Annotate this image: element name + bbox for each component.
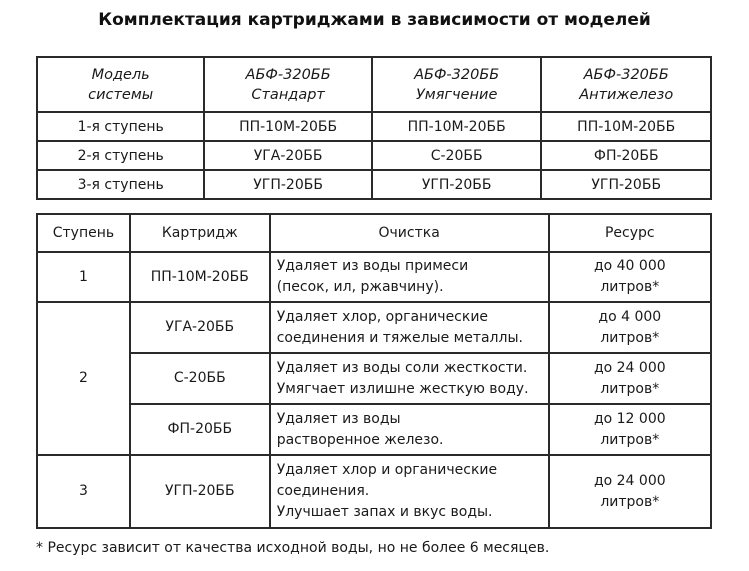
cleaning-line: соединения и тяжелые металлы. <box>276 329 523 346</box>
table-row <box>37 404 711 455</box>
resource-cell <box>549 353 711 404</box>
header-cell-resource: Ресурс <box>549 214 711 252</box>
resource-unit: литров* <box>600 279 660 295</box>
table-row <box>37 112 711 141</box>
header-line: Умягчение <box>415 86 498 103</box>
header-line: АБФ-320ББ <box>245 66 331 83</box>
models-table-header <box>37 57 711 112</box>
cartridge-cell: С-20ББ <box>130 353 270 404</box>
stage-cell: 2-я ступень <box>37 141 204 170</box>
table-row <box>37 302 711 353</box>
models-table <box>36 56 712 200</box>
cartridge-cell: ФП-20ББ <box>541 141 711 170</box>
resource-amount: до 4 000 <box>598 308 662 325</box>
resource-amount: до 24 000 <box>593 472 666 489</box>
cleaning-line: Удаляет из воды соли жесткости. <box>276 359 528 376</box>
header-line: АБФ-320ББ <box>583 66 669 83</box>
header-cell-cartridge: Картридж <box>130 214 270 252</box>
stage-cell: 3 <box>37 455 130 528</box>
cartridge-cell: УГА-20ББ <box>130 302 270 353</box>
stage-cell: 1 <box>37 252 130 302</box>
cleaning-line: Умягчает излишне жесткую воду. <box>276 380 529 397</box>
table-row <box>37 252 711 302</box>
cleaning-line: Удаляет хлор, органические <box>276 308 489 325</box>
cleaning-cell <box>270 404 549 455</box>
footnote: * Ресурс зависит от качества исходной воды, но не более 6 месяцев. <box>36 540 550 556</box>
cartridge-cell: УГП-20ББ <box>130 455 270 528</box>
header-cell-standard <box>204 57 372 112</box>
table-row <box>37 455 711 528</box>
cartridge-cell: УГП-20ББ <box>372 170 542 199</box>
stage-cell: 3-я ступень <box>37 170 204 199</box>
resource-cell <box>549 302 711 353</box>
header-line: Модель <box>91 66 150 83</box>
cleaning-cell <box>270 455 549 528</box>
header-cell-stage: Ступень <box>37 214 130 252</box>
cartridge-cell: ПП-10М-20ББ <box>130 252 270 302</box>
cartridge-cell: ПП-10М-20ББ <box>372 112 542 141</box>
header-line: системы <box>88 86 154 103</box>
cartridge-cell: ПП-10М-20ББ <box>204 112 372 141</box>
cartridge-cell: УГП-20ББ <box>204 170 372 199</box>
cleaning-line: (песок, ил, ржавчину). <box>276 279 444 295</box>
cleaning-cell <box>270 302 549 353</box>
page-title: Комплектация картриджами в зависимости от моделей <box>98 10 651 30</box>
cleaning-cell <box>270 252 549 302</box>
header-cell-cleaning: Очистка <box>270 214 549 252</box>
header-line: АБФ-320ББ <box>414 66 500 83</box>
cleaning-line: Удаляет хлор и органические <box>276 462 498 478</box>
resource-amount: до 24 000 <box>593 359 666 376</box>
resource-unit: литров* <box>600 380 660 397</box>
header-cell-model <box>37 57 204 112</box>
resource-unit: литров* <box>600 431 660 448</box>
resource-unit: литров* <box>600 329 660 346</box>
cartridges-table-header <box>37 214 711 252</box>
resource-cell <box>549 252 711 302</box>
cleaning-line: Удаляет из воды примеси <box>276 258 469 274</box>
cleaning-line: растворенное железо. <box>276 431 444 448</box>
cleaning-line: Улучшает запах и вкус воды. <box>276 504 493 520</box>
header-cell-softening <box>372 57 542 112</box>
cartridge-cell: ФП-20ББ <box>130 404 270 455</box>
table-row <box>37 170 711 199</box>
cartridge-cell: УГП-20ББ <box>541 170 711 199</box>
resource-amount: до 40 000 <box>593 258 666 274</box>
cleaning-cell <box>270 353 549 404</box>
header-line: Антижелезо <box>579 86 674 103</box>
cartridges-table <box>36 213 712 529</box>
resource-cell <box>549 404 711 455</box>
cartridge-cell: УГА-20ББ <box>204 141 372 170</box>
table-row <box>37 353 711 404</box>
table-row <box>37 141 711 170</box>
header-cell-antiiron <box>541 57 711 112</box>
header-line: Стандарт <box>251 86 325 103</box>
cartridge-cell: ПП-10М-20ББ <box>541 112 711 141</box>
cleaning-line: соединения. <box>276 483 370 499</box>
cleaning-line: Удаляет из воды <box>276 410 401 427</box>
cartridge-cell: С-20ББ <box>372 141 542 170</box>
stage-cell: 2 <box>37 302 130 455</box>
resource-amount: до 12 000 <box>593 410 666 427</box>
resource-unit: литров* <box>600 493 660 510</box>
resource-cell <box>549 455 711 528</box>
stage-cell: 1-я ступень <box>37 112 204 141</box>
